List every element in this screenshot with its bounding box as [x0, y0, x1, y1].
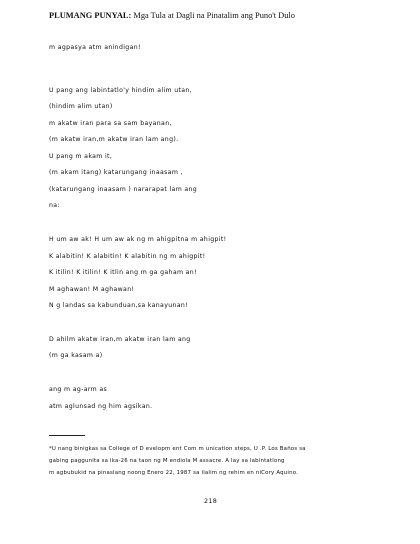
footnote-separator — [49, 435, 85, 436]
book-subtitle: Mga Tula at Dagli na Pinatalim ang Puno't Dulo — [131, 11, 295, 20]
poem-line: (m ga kasam a) — [49, 352, 103, 359]
poem-line: N g landas sa kabunduan,sa kanayunan! — [49, 302, 188, 309]
poem-line: ang m ag-arm as — [49, 386, 108, 393]
poem-line: (m akam itang) katarungang inaasam , — [49, 169, 183, 176]
poem-line: D ahilm akatw iran,m akatw iran lam ang — [49, 336, 191, 343]
footnote-line: *U nang binigkas sa College of D evelopm ent Com m unication steps, U .P. Los Baños sa — [49, 446, 306, 452]
poem-line: m agpasya atm anindigan! — [49, 44, 141, 51]
page-number: 218 — [204, 497, 218, 505]
poem-line: H um aw ak! H um aw ak ng m ahigpitna m ahigpit! — [49, 236, 227, 243]
poem-line: K alabitin! K alabitin! K alabitin ng m ahigpit! — [49, 253, 206, 260]
poem-line: M aghawan! M aghawan! — [49, 286, 135, 293]
running-header — [49, 11, 295, 20]
poem-line: (hindim alim utan) — [49, 103, 113, 110]
poem-line: m akatw iran para sa sam bayanan, — [49, 120, 172, 127]
poem-line: na: — [49, 202, 60, 209]
poem-line: (m akatw iran,m akatw iran lam ang). — [49, 136, 179, 143]
footnote-line: m agbubukid na pinaslang noong Enero 22, 1987 sa ilalim ng rehim en niCory Aquino. — [49, 470, 299, 476]
poem-line: U pang ang labintatlo'y hindim alim utan, — [49, 87, 193, 94]
footnote-line: gabing paggunita sa ika-26 na taon ng M endiola M assacre. A lay sa labintatlong — [49, 458, 285, 464]
poem-line: (katarungang inaasam ) nararapat lam ang — [49, 186, 198, 193]
poem-line: U pang m akam it, — [49, 153, 113, 160]
poem-line: K itilin! K itilin! K itlin ang m ga gaham an! — [49, 269, 197, 276]
poem-line: atm aglunsad ng him agsikan. — [49, 403, 153, 410]
book-title-bold: PLUMANG PUNYAL: — [49, 11, 132, 20]
